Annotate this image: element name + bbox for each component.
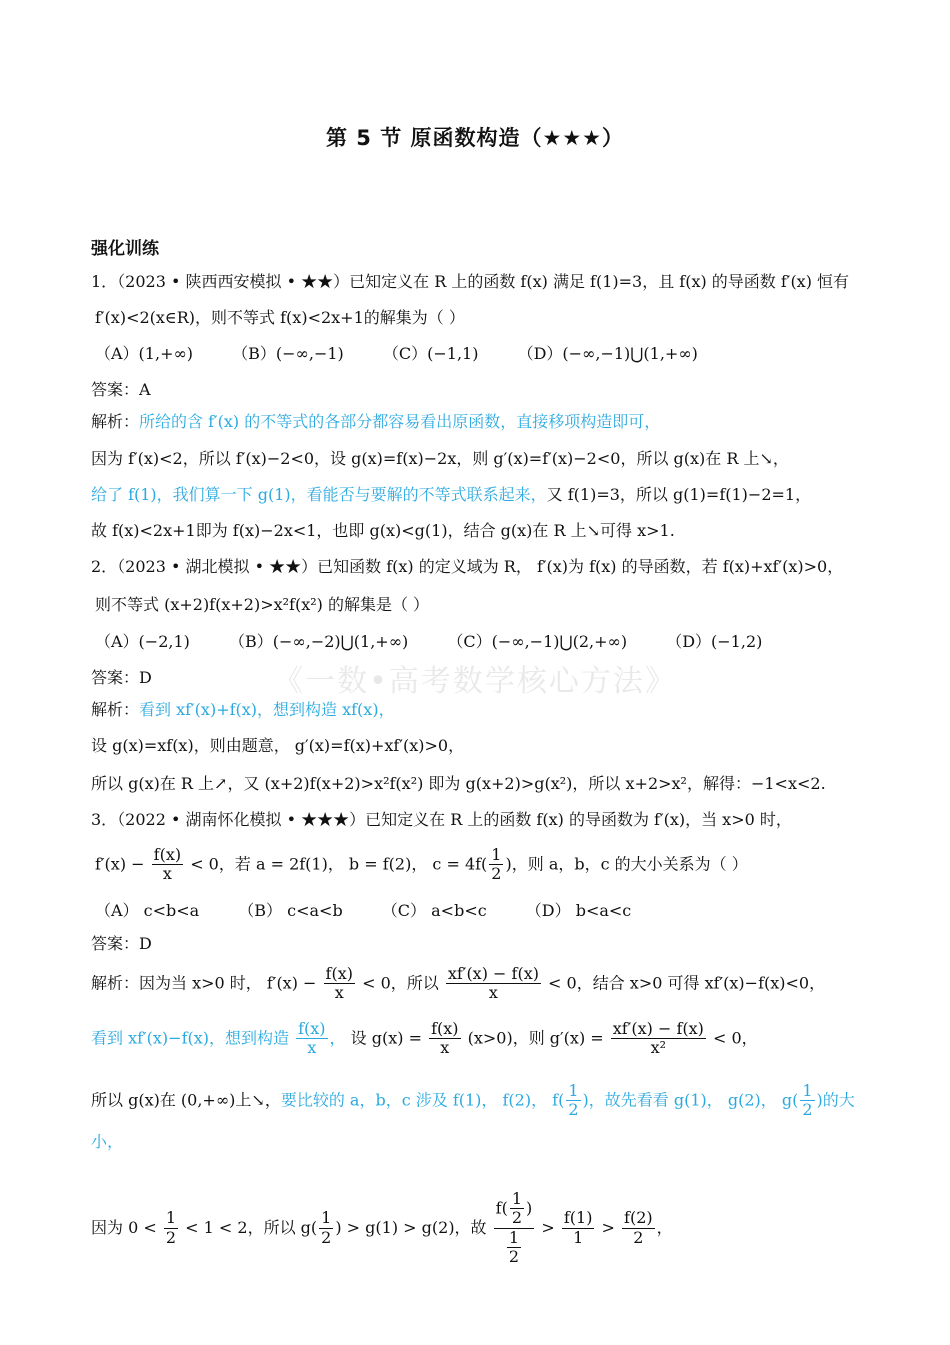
q1-step2-text: 又 f(1)=3，所以 g(1)=f(1)−2=1， bbox=[546, 485, 812, 504]
q1-answer: 答案：A bbox=[91, 380, 151, 399]
q1-options bbox=[95, 342, 732, 366]
q3-step1: 解析：因为当 x>0 时， f′(x) − $\frac{f(x)}{x}$ < 0，所以 $\frac{xf'(x) - f(x)}{x}$ < 0，结合 x>0 可得 xf′(x)−f(x)<0， bbox=[91, 964, 826, 1003]
q3-step3-wrap: 小， bbox=[91, 1132, 124, 1151]
fraction-fx-over-x: $\frac{f(x)}{x}$ bbox=[431, 1019, 459, 1058]
q3-option-a: （A） c<b<a bbox=[95, 901, 200, 920]
q1-step2 bbox=[91, 483, 811, 507]
q3-option-c: （C） a<b<c bbox=[381, 901, 487, 920]
q2-answer: 答案：D bbox=[91, 668, 152, 687]
q1-stem-line1: 1．（2023 • 陕西西安模拟 • ★★）已知定义在 R 上的函数 f(x) 满足 f(1)=3，且 f(x) 的导函数 f′(x) 恒有 bbox=[91, 272, 850, 291]
q3-answer: 答案：D bbox=[91, 934, 152, 953]
fraction-f1-over-1: $\frac{f(1)}{1}$ bbox=[563, 1208, 593, 1247]
fraction-one-half: $\frac{1}{2}$ bbox=[568, 1081, 579, 1120]
q3-stem-part: < 0，若 a = 2f(1)， b = f(2)， c = 4f( bbox=[190, 854, 488, 874]
q1-step2-hint: 给了 f(1)，我们算一下 g(1)，看能否与要解的不等式联系起来， bbox=[91, 485, 547, 504]
q2-option-c: （C）(−∞,−1)⋃(2,+∞) bbox=[447, 632, 628, 651]
fraction-f-half-over-half: f( $\frac{1}{2}$ ) $\frac{1}{2}$ bbox=[495, 1189, 533, 1267]
q1-option-c: （C）(−1,1) bbox=[382, 344, 479, 363]
q1-step3: 故 f(x)<2x+1即为 f(x)−2x<1，也即 g(x)<g(1)，结合 g(x)在 R 上↘可得 x>1. bbox=[91, 521, 675, 540]
q2-option-d: （D）(−1,2) bbox=[666, 632, 763, 651]
fraction-xfprime-minus-fx-over-x: $\frac{xf'(x) - f(x)}{x}$ bbox=[447, 964, 539, 1003]
q3-step2-hint: 看到 xf′(x)−f(x)，想到构造 bbox=[91, 1028, 290, 1048]
fraction-gprime: $\frac{xf'(x) - f(x)}{\text{x²}}$ bbox=[612, 1019, 704, 1058]
q3-step4: 因为 0 < $\frac{1}{2}$ < 1 < 2，所以 g( $\frac{1}{2}$ ) > g(1) > g(2)，故 f( $\frac{1}{2}$ ) $\frac{1}{2}$ > $\frac{f(1)}{1}$ > $\frac{f(2)}{2}$ ， bbox=[91, 1189, 673, 1267]
analysis-label: 解析： bbox=[91, 700, 140, 719]
page-title: 第 5 节 原函数构造（★★★） bbox=[325, 126, 625, 150]
fraction-fx-over-x: $\frac{f(x)}{x}$ bbox=[153, 845, 182, 884]
fraction-one-half: $\frac{1}{2}$ bbox=[802, 1081, 813, 1120]
q1-option-d: （D）(−∞,−1)⋃(1,+∞) bbox=[517, 344, 698, 363]
q1-option-b: （B）(−∞,−1) bbox=[232, 344, 344, 363]
analysis-label: 解析： bbox=[91, 973, 140, 993]
fraction-one-half: $\frac{1}{2}$ bbox=[491, 845, 502, 884]
q3-option-d: （D） b<a<c bbox=[525, 901, 632, 920]
q2-step1: 设 g(x)=xf(x)，则由题意， g′(x)=f(x)+xf′(x)>0， bbox=[91, 736, 465, 755]
fraction-fx-over-x: $\frac{f(x)}{x}$ bbox=[325, 964, 353, 1003]
q3-step3: 所以 g(x)在 (0,+∞)上↘，要比较的 a，b，c 涉及 f(1)， f(2)， f( $\frac{1}{2}$ )，故先看看 g(1)， g(2)， g( $\frac{1}{2}$ )的大 bbox=[91, 1081, 855, 1120]
fraction-f2-over-2: $\frac{f(2)}{2}$ bbox=[624, 1208, 653, 1247]
q2-stem-line2: 则不等式 (x+2)f(x+2)>x²f(x²) 的解集是（ ） bbox=[95, 595, 430, 614]
q3-options bbox=[95, 899, 665, 923]
section-heading: 强化训练 bbox=[91, 239, 159, 259]
q2-analysis-hint: 看到 xf′(x)+f(x)，想到构造 xf(x)， bbox=[139, 700, 395, 719]
q3-stem-part: f′(x) − bbox=[95, 854, 145, 874]
q1-option-a: （A）(1,+∞) bbox=[95, 344, 194, 363]
fraction-one-half: $\frac{1}{2}$ bbox=[508, 1227, 520, 1267]
q2-stem-line1: 2．（2023 • 湖北模拟 • ★★）已知函数 f(x) 的定义域为 R， f′(x)为 f(x) 的导函数，若 f(x)+xf′(x)>0， bbox=[91, 557, 844, 576]
analysis-label: 解析： bbox=[91, 412, 140, 431]
q2-options bbox=[95, 630, 796, 654]
q1-analysis-intro bbox=[91, 410, 660, 434]
watermark: 《一数•高考数学核心方法》 bbox=[273, 664, 677, 699]
q1-stem-line2: f′(x)<2(x∈R)，则不等式 f(x)<2x+1的解集为（ ） bbox=[95, 308, 465, 327]
q1-step1: 因为 f′(x)<2，所以 f′(x)−2<0，设 g(x)=f(x)−2x，则 g′(x)=f′(x)−2<0，所以 g(x)在 R 上↘， bbox=[91, 449, 789, 468]
q3-stem-line2 bbox=[95, 846, 748, 884]
q1-analysis-hint: 所给的含 f′(x) 的不等式的各部分都容易看出原函数，直接移项构造即可， bbox=[139, 412, 661, 431]
q3-stem-line1: 3．（2022 • 湖南怀化模拟 • ★★★）已知定义在 R 上的函数 f(x) 的导函数为 f′(x)，当 x>0 时， bbox=[91, 810, 792, 829]
q3-option-b: （B） c<a<b bbox=[238, 901, 343, 920]
q2-step2: 所以 g(x)在 R 上↗，又 (x+2)f(x+2)>x²f(x²) 即为 g(x+2)>g(x²)，所以 x+2>x²，解得：−1<x<2. bbox=[91, 774, 826, 793]
fraction-one-half: $\frac{1}{2}$ bbox=[511, 1189, 523, 1228]
q3-step2: 看到 xf′(x)−f(x)，想到构造 $\frac{f(x)}{x}$ ， 设 g(x) = $\frac{f(x)}{x}$ (x>0)，则 g′(x) = $\frac{xf'(x) - f(x)}{\text{x²}}$ < 0， bbox=[91, 1019, 758, 1058]
fraction-fx-over-x: $\frac{f(x)}{x}$ bbox=[298, 1019, 326, 1058]
fraction-one-half: $\frac{1}{2}$ bbox=[165, 1208, 177, 1247]
q2-option-a: （A）(−2,1) bbox=[95, 632, 190, 651]
fraction-one-half: $\frac{1}{2}$ bbox=[321, 1208, 332, 1247]
q2-option-b: （B）(−∞,−2)⋃(1,+∞) bbox=[229, 632, 409, 651]
q2-analysis-intro bbox=[91, 698, 395, 722]
q3-stem-part: )，则 a，b，c 的大小关系为（ ） bbox=[505, 854, 748, 874]
